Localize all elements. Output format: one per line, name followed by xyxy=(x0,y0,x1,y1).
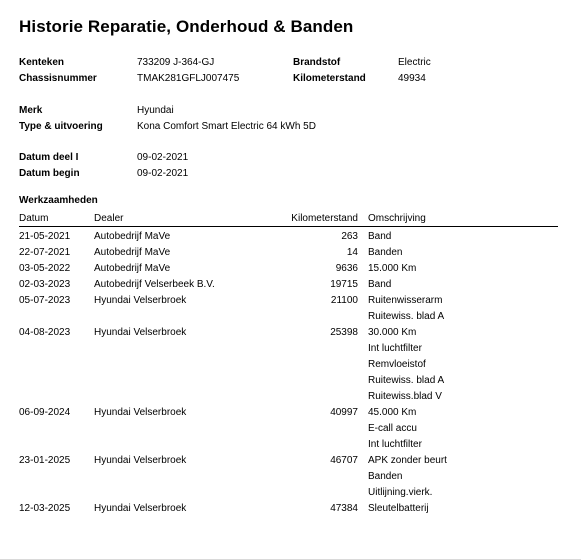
chassis-value: TMAK281GFLJ007475 xyxy=(137,73,240,84)
row-datum: 12-03-2025 xyxy=(19,503,71,514)
omschrijving-line: Band xyxy=(368,231,392,242)
omschrijving-line: Band xyxy=(368,279,392,290)
row-omschrijving xyxy=(368,405,422,453)
row-kilometerstand: 25398 xyxy=(330,327,358,338)
datum-begin-value: 09-02-2021 xyxy=(137,168,189,179)
header-omschrijving: Omschrijving xyxy=(368,213,426,224)
table-row xyxy=(19,229,558,245)
row-datum: 02-03-2023 xyxy=(19,279,71,290)
row-dealer: Autobedrijf MaVe xyxy=(94,247,171,258)
row-omschrijving xyxy=(368,245,402,261)
row-kilometerstand: 40997 xyxy=(330,407,358,418)
row-kilometerstand: 21100 xyxy=(330,295,358,306)
brandstof-value: Electric xyxy=(398,57,431,68)
table-row xyxy=(19,501,558,517)
omschrijving-line: Int luchtfilter xyxy=(368,439,422,450)
header-kilometerstand: Kilometerstand xyxy=(291,213,358,224)
table-row xyxy=(19,325,558,405)
header-dealer: Dealer xyxy=(94,213,124,224)
omschrijving-line: Ruitewiss. blad A xyxy=(368,311,445,322)
row-omschrijving xyxy=(368,261,416,277)
table-header xyxy=(19,213,558,227)
chassis-label: Chassisnummer xyxy=(19,73,97,84)
kenteken-value: 733209 J-364-GJ xyxy=(137,57,215,68)
table-row xyxy=(19,245,558,261)
row-omschrijving xyxy=(368,229,391,245)
omschrijving-line: Banden xyxy=(368,247,403,258)
row-kilometerstand: 263 xyxy=(341,231,358,242)
row-datum: 23-01-2025 xyxy=(19,455,71,466)
row-dealer: Autobedrijf MaVe xyxy=(94,231,171,242)
row-omschrijving xyxy=(368,325,444,405)
row-dealer: Hyundai Velserbroek xyxy=(94,327,187,338)
row-omschrijving xyxy=(368,501,429,517)
row-dealer: Hyundai Velserbroek xyxy=(94,503,187,514)
row-omschrijving xyxy=(368,277,391,293)
omschrijving-line: 30.000 Km xyxy=(368,327,417,338)
datum-begin-label: Datum begin xyxy=(19,168,80,179)
merk-value: Hyundai xyxy=(137,105,174,116)
row-kilometerstand: 47384 xyxy=(330,503,358,514)
brandstof-label: Brandstof xyxy=(293,57,341,68)
row-dealer: Hyundai Velserbroek xyxy=(94,407,187,418)
row-kilometerstand: 9636 xyxy=(335,263,358,274)
omschrijving-line: Ruitewiss. blad A xyxy=(368,375,445,386)
row-datum: 22-07-2021 xyxy=(19,247,71,258)
row-datum: 05-07-2023 xyxy=(19,295,71,306)
table-row xyxy=(19,405,558,453)
table-row xyxy=(19,261,558,277)
omschrijving-line: 45.000 Km xyxy=(368,407,417,418)
row-dealer: Autobedrijf MaVe xyxy=(94,263,171,274)
row-datum: 04-08-2023 xyxy=(19,327,71,338)
page-title: Historie Reparatie, Onderhoud & Banden xyxy=(19,17,354,36)
kenteken-label: Kenteken xyxy=(19,57,65,68)
werkzaamheden-title: Werkzaamheden xyxy=(19,195,98,206)
row-kilometerstand: 19715 xyxy=(330,279,358,290)
omschrijving-line: Sleutelbatterij xyxy=(368,503,429,514)
werkzaamheden-table xyxy=(19,229,558,517)
row-omschrijving xyxy=(368,293,444,325)
row-omschrijving xyxy=(368,453,447,501)
type-value: Kona Comfort Smart Electric 64 kWh 5D xyxy=(137,121,316,132)
table-row xyxy=(19,277,558,293)
omschrijving-line: 15.000 Km xyxy=(368,263,417,274)
omschrijving-line: Remvloeistof xyxy=(368,359,426,370)
omschrijving-line: Banden xyxy=(368,471,403,482)
row-datum: 21-05-2021 xyxy=(19,231,71,242)
row-dealer: Hyundai Velserbroek xyxy=(94,295,187,306)
omschrijving-line: Uitlijning.vierk. xyxy=(368,487,433,498)
row-kilometerstand: 46707 xyxy=(330,455,358,466)
row-datum: 06-09-2024 xyxy=(19,407,71,418)
type-label: Type & uitvoering xyxy=(19,121,103,132)
header-datum: Datum xyxy=(19,213,49,224)
row-datum: 03-05-2022 xyxy=(19,263,71,274)
datum-deel-label: Datum deel I xyxy=(19,152,79,163)
omschrijving-line: Ruitenwisserarm xyxy=(368,295,443,306)
omschrijving-line: Ruitewiss.blad V xyxy=(368,391,442,402)
omschrijving-line: E-call accu xyxy=(368,423,417,434)
kilometerstand-label: Kilometerstand xyxy=(293,73,366,84)
merk-label: Merk xyxy=(19,105,43,116)
row-dealer: Autobedrijf Velserbeek B.V. xyxy=(94,279,215,290)
omschrijving-line: APK zonder beurt xyxy=(368,455,447,466)
omschrijving-line: Int luchtfilter xyxy=(368,343,422,354)
table-row xyxy=(19,293,558,325)
row-dealer: Hyundai Velserbroek xyxy=(94,455,187,466)
kilometerstand-value: 49934 xyxy=(398,73,426,84)
row-kilometerstand: 14 xyxy=(346,247,358,258)
table-row xyxy=(19,453,558,501)
datum-deel-value: 09-02-2021 xyxy=(137,152,189,163)
